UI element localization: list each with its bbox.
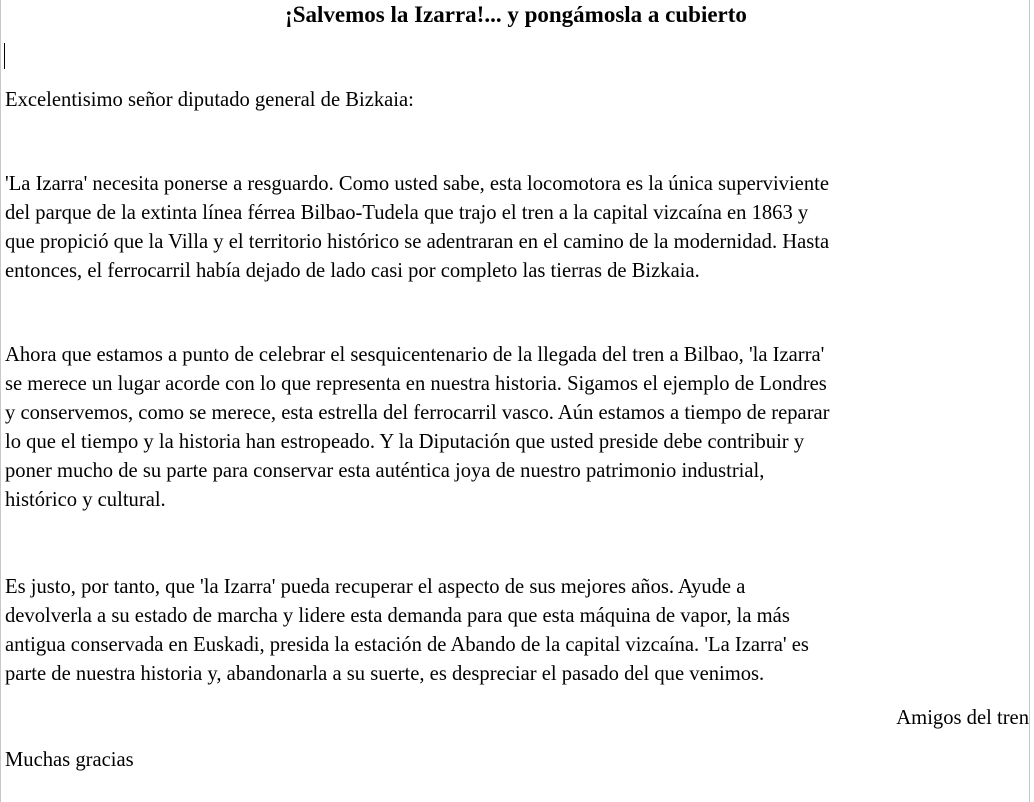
paragraph-line: histórico y cultural.	[5, 489, 166, 511]
paragraph-line: Ahora que estamos a punto de celebrar el sesquicentenario de la llegada del tren a Bilbao, 'la Izarra'	[5, 344, 825, 366]
paragraph-line: del parque de la extinta línea férrea Bilbao-Tudela que trajo el tren a la capital vizcaína en 1863 y	[5, 202, 809, 224]
paragraph-line: entonces, el ferrocarril había dejado de lado casi por completo las tierras de Bizkaia.	[5, 260, 700, 282]
paragraph-line: Es justo, por tanto, que 'la Izarra' pueda recuperar el aspecto de sus mejores años. Ayude a	[5, 576, 746, 598]
paragraph-line: se merece un lugar acorde con lo que representa en nuestra historia. Sigamos el ejemplo de Londres	[5, 373, 827, 395]
closing-line: Muchas gracias	[5, 749, 134, 771]
text-cursor[interactable]	[4, 43, 5, 69]
paragraph-2	[5, 341, 1029, 515]
paragraph-line: que propició que la Villa y el territorio histórico se adentraran en el camino de la modernidad. Hasta	[5, 231, 830, 253]
signature: Amigos del tren	[896, 707, 1029, 729]
paragraph-line: lo que el tiempo y la historia han estropeado. Y la Diputación que usted preside debe contribuir y	[5, 431, 805, 453]
paragraph-line: 'La Izarra' necesita ponerse a resguardo. Como usted sabe, esta locomotora es la única superviviente	[5, 173, 829, 195]
paragraph-line: y conservemos, como se merece, esta estrella del ferrocarril vasco. Aún estamos a tiempo de reparar	[5, 402, 830, 424]
document-title: ¡Salvemos la Izarra!... y pongámosla a cubierto	[285, 2, 747, 27]
salutation-line: Excelentisimo señor diputado general de Bizkaia:	[5, 89, 414, 111]
paragraph-line: poner mucho de su parte para conservar esta auténtica joya de nuestro patrimonio industrial,	[5, 460, 765, 482]
paragraph-1	[5, 170, 1029, 286]
paragraph-line: devolverla a su estado de marcha y lidere esta demanda para que esta máquina de vapor, la más	[5, 605, 790, 627]
paragraph-3	[5, 573, 1029, 689]
paragraph-line: antigua conservada en Euskadi, presida la estación de Abando de la capital vizcaína. 'La Izarra' es	[5, 634, 809, 656]
paragraph-line: parte de nuestra historia y, abandonarla a su suerte, es despreciar el pasado del que venimos.	[5, 663, 765, 685]
